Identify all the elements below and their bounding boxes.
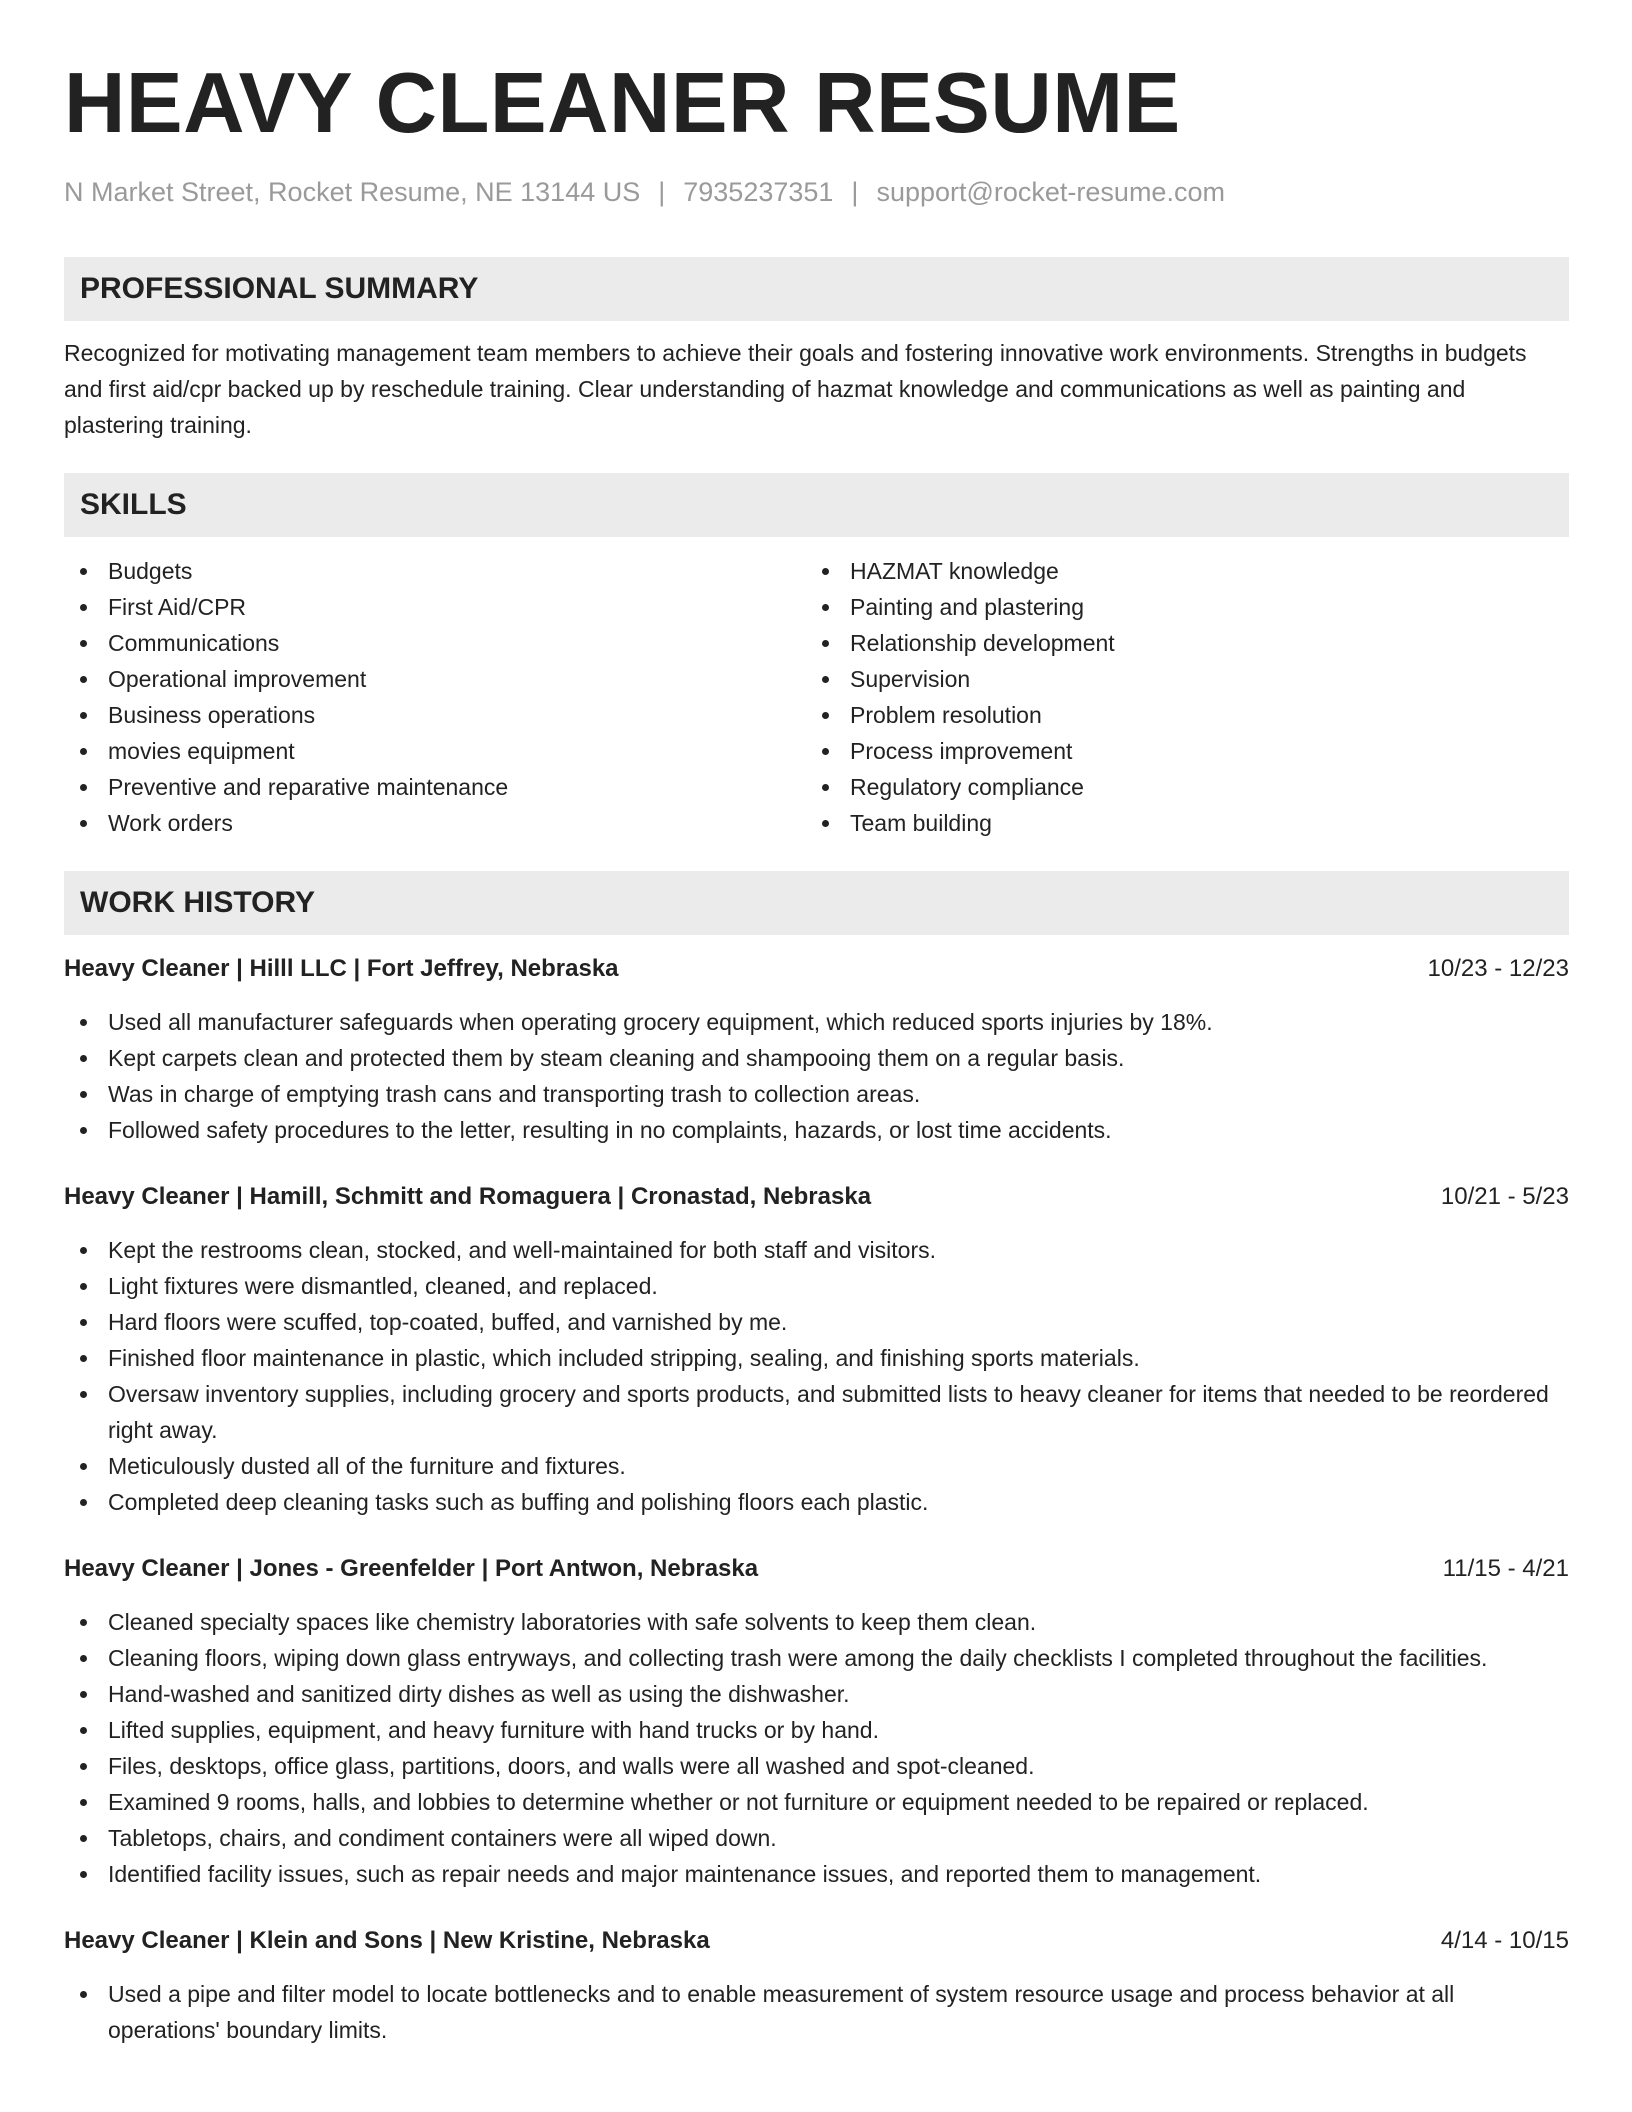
duty-item: Kept carpets clean and protected them by steam cleaning and shampooing them on a regular basis. xyxy=(64,1040,1569,1076)
skill-item: Work orders xyxy=(64,805,806,841)
skill-item: movies equipment xyxy=(64,733,806,769)
skill-item: Supervision xyxy=(806,661,1569,697)
duty-item: Lifted supplies, equipment, and heavy furniture with hand trucks or by hand. xyxy=(64,1712,1569,1748)
duty-item: Examined 9 rooms, halls, and lobbies to determine whether or not furniture or equipment needed to be repaired or replaced. xyxy=(64,1784,1569,1820)
contact-separator: | xyxy=(851,177,859,207)
contact-address: N Market Street, Rocket Resume, NE 13144 US xyxy=(64,177,641,207)
duty-item: Cleaned specialty spaces like chemistry laboratories with safe solvents to keep them clean. xyxy=(64,1604,1569,1640)
job-duties xyxy=(64,1232,1569,1520)
skill-item: Business operations xyxy=(64,697,806,733)
duty-item: Light fixtures were dismantled, cleaned, and replaced. xyxy=(64,1268,1569,1304)
summary-heading: PROFESSIONAL SUMMARY xyxy=(64,257,1569,321)
job-duties xyxy=(64,1976,1569,2048)
job-title: Heavy Cleaner | Hamill, Schmitt and Romaguera | Cronastad, Nebraska xyxy=(64,1183,872,1210)
duty-item: Used a pipe and filter model to locate bottlenecks and to enable measurement of system resource usage and process behavior at all operations' boundary limits. xyxy=(64,1976,1569,2048)
duty-item: Tabletops, chairs, and condiment containers were all wiped down. xyxy=(64,1820,1569,1856)
job-entry xyxy=(64,951,1569,1148)
duty-item: Finished floor maintenance in plastic, which included stripping, sealing, and finishing sports materials. xyxy=(64,1340,1569,1376)
work-history-heading: WORK HISTORY xyxy=(64,871,1569,935)
duty-item: Was in charge of emptying trash cans and transporting trash to collection areas. xyxy=(64,1076,1569,1112)
duty-item: Files, desktops, office glass, partitions, doors, and walls were all washed and spot-cleaned. xyxy=(64,1748,1569,1784)
skill-item: Communications xyxy=(64,625,806,661)
contact-line xyxy=(64,176,1569,208)
skill-item: Operational improvement xyxy=(64,661,806,697)
skill-item: First Aid/CPR xyxy=(64,589,806,625)
skill-item: Regulatory compliance xyxy=(806,769,1569,805)
job-header xyxy=(64,1923,1569,1959)
job-entry xyxy=(64,1551,1569,1892)
job-duties xyxy=(64,1004,1569,1148)
duty-item: Hand-washed and sanitized dirty dishes as well as using the dishwasher. xyxy=(64,1676,1569,1712)
skill-item: HAZMAT knowledge xyxy=(806,553,1569,589)
job-title: Heavy Cleaner | Hilll LLC | Fort Jeffrey, Nebraska xyxy=(64,955,619,982)
duty-item: Meticulously dusted all of the furniture and fixtures. xyxy=(64,1448,1569,1484)
skill-item: Painting and plastering xyxy=(806,589,1569,625)
contact-phone: 7935237351 xyxy=(683,177,834,207)
job-duties xyxy=(64,1604,1569,1892)
skill-item: Team building xyxy=(806,805,1569,841)
job-title: Heavy Cleaner | Klein and Sons | New Kristine, Nebraska xyxy=(64,1927,710,1954)
skill-item: Process improvement xyxy=(806,733,1569,769)
skill-item: Relationship development xyxy=(806,625,1569,661)
skills-heading: SKILLS xyxy=(64,473,1569,537)
skill-item: Budgets xyxy=(64,553,806,589)
job-header xyxy=(64,1551,1569,1587)
job-entry xyxy=(64,1923,1569,2048)
contact-separator: | xyxy=(658,177,666,207)
duty-item: Identified facility issues, such as repair needs and major maintenance issues, and reported them to management. xyxy=(64,1856,1569,1892)
duty-item: Completed deep cleaning tasks such as buffing and polishing floors each plastic. xyxy=(64,1484,1569,1520)
summary-text: Recognized for motivating management team members to achieve their goals and fostering innovative work environments. Strengths in budgets and first aid/cpr backed up by reschedule training. Clear understanding of hazmat knowledge and communications as well as painting and plastering training. xyxy=(64,340,1527,438)
skill-item: Preventive and reparative maintenance xyxy=(64,769,806,805)
job-dates: 11/15 - 4/21 xyxy=(1442,1555,1569,1582)
job-dates: 4/14 - 10/15 xyxy=(1440,1927,1569,1954)
job-dates: 10/21 - 5/23 xyxy=(1440,1183,1569,1210)
resume-title: HEAVY CLEANER RESUME xyxy=(64,56,1181,151)
job-title: Heavy Cleaner | Jones - Greenfelder | Port Antwon, Nebraska xyxy=(64,1555,759,1582)
duty-item: Oversaw inventory supplies, including grocery and sports products, and submitted lists to heavy cleaner for items that needed to be reordered right away. xyxy=(64,1376,1569,1448)
duty-item: Cleaning floors, wiping down glass entryways, and collecting trash were among the daily checklists I completed throughout the facilities. xyxy=(64,1640,1569,1676)
contact-email: support@rocket-resume.com xyxy=(876,177,1225,207)
job-header xyxy=(64,1179,1569,1215)
job-dates: 10/23 - 12/23 xyxy=(1427,955,1569,982)
work-history-list xyxy=(64,951,1569,2048)
job-entry xyxy=(64,1179,1569,1520)
skills-list xyxy=(64,553,1569,841)
duty-item: Hard floors were scuffed, top-coated, buffed, and varnished by me. xyxy=(64,1304,1569,1340)
job-header xyxy=(64,951,1569,987)
skills-column-left xyxy=(64,553,806,841)
duty-item: Followed safety procedures to the letter, resulting in no complaints, hazards, or lost time accidents. xyxy=(64,1112,1569,1148)
skill-item: Problem resolution xyxy=(806,697,1569,733)
duty-item: Kept the restrooms clean, stocked, and well-maintained for both staff and visitors. xyxy=(64,1232,1569,1268)
duty-item: Used all manufacturer safeguards when operating grocery equipment, which reduced sports injuries by 18%. xyxy=(64,1004,1569,1040)
skills-column-right xyxy=(806,553,1569,841)
